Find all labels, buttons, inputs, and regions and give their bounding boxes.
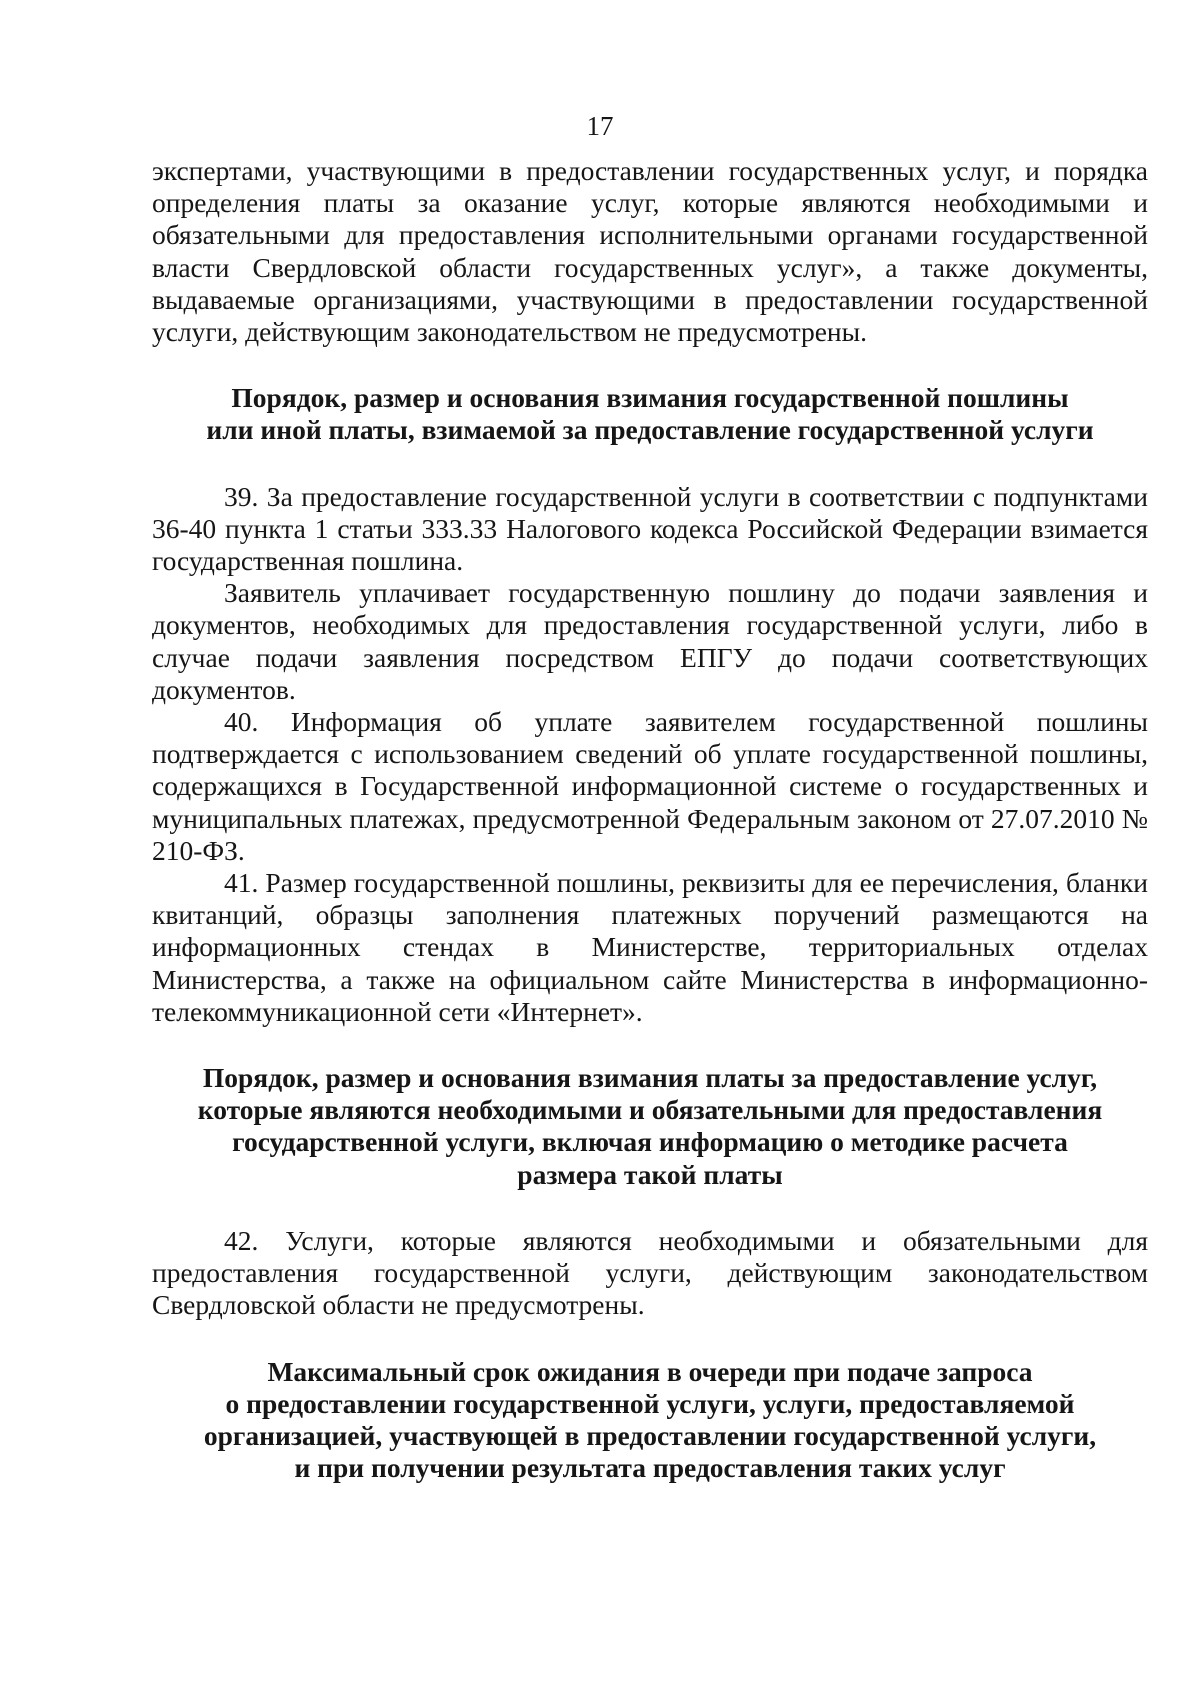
heading-line: размера такой платы [517,1158,783,1190]
page-content [152,155,1148,1484]
section-3-heading [152,1356,1148,1485]
paragraph-39: 39. За предоставление государственной услуги в соответствии с подпунктами 36-40 пункта 1 статьи 333.33 Налогового кодекса Российской Федерации взимается государственная пошлина. [152,480,1148,577]
page-number: 17 [586,111,614,141]
paragraph-42: 42. Услуги, которые являются необходимыми и обязательными для предоставления государственной услуги, действующим законодательством Свердловской области не предусмотрены. [152,1224,1148,1321]
heading-line: и при получении результата предоставления таких услуг [294,1452,1006,1484]
section-2-heading [152,1062,1148,1191]
heading-line: или иной платы, взимаемой за предоставление государственной услуги [206,414,1094,446]
heading-line: организацией, участвующей в предоставлении государственной услуги, [203,1419,1097,1451]
heading-line: государственной услуги, включая информацию о методике расчета [232,1126,1068,1158]
paragraph-40: 40. Информация об уплате заявителем государственной пошлины подтверждается с использованием сведений об уплате государственной пошлины, содержащихся в Государственной информационной системе о государственных и муниципальных платежах, предусмотренной Федеральным законом от 27.07.2010 № 210-ФЗ. [152,706,1148,866]
heading-line: Максимальный срок ожидания в очереди при подаче запроса [267,1355,1033,1387]
heading-line: Порядок, размер и основания взимания платы за предоставление услуг, [202,1062,1098,1094]
heading-line: которые являются необходимыми и обязательными для предоставления [197,1094,1103,1126]
paragraph-applicant-payment: Заявитель уплачивает государственную пошлину до подачи заявления и документов, необходимых для предоставления государственной услуги, либо в случае подачи заявления посредством ЕПГУ до подачи соответствующих документов. [152,577,1148,705]
heading-line: Порядок, размер и основания взимания государственной пошлины [231,382,1069,414]
heading-line: о предоставлении государственной услуги, услуги, предоставляемой [225,1387,1075,1419]
paragraph-41: 41. Размер государственной пошлины, реквизиты для ее перечисления, бланки квитанций, образцы заполнения платежных поручений размещаются на информационных стендах в Министерстве, территориальных отделах Министерства, а также на официальном сайте Министерства в информационно-телекоммуникационной сети «Интернет». [152,867,1148,1027]
section-1-heading [152,382,1148,446]
intro-paragraph: экспертами, участвующими в предоставлении государственных услуг, и порядка определения платы за оказание услуг, которые являются необходимыми и обязательными для предоставления исполнительными органами государственной власти Свердловской области государственных услуг», а также документы, выдаваемые организациями, участвующими в предоставлении государственной услуги, действующим законодательством не предусмотрены. [152,155,1148,348]
